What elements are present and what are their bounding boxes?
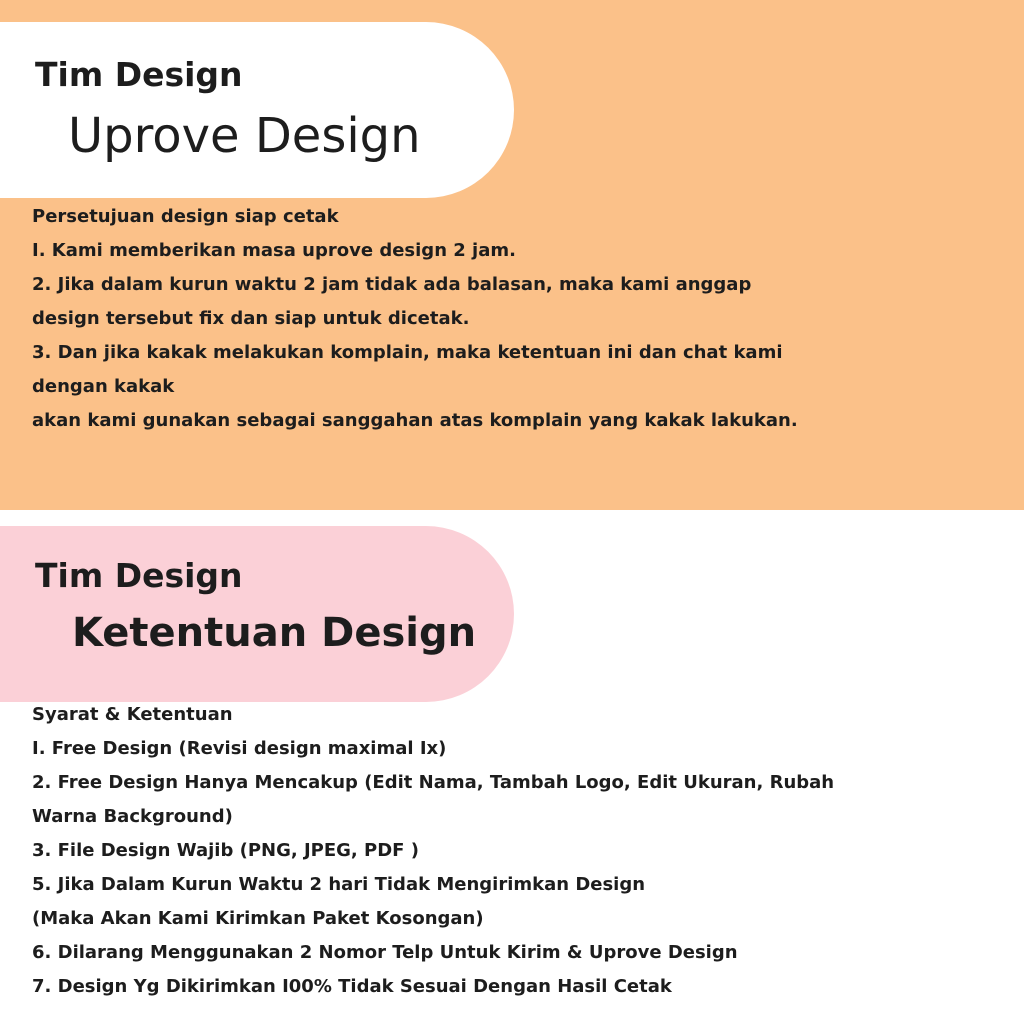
uprove-terms-line: akan kami gunakan sebagai sanggahan atas komplain yang kakak lakukan. <box>32 410 798 431</box>
ketentuan-terms-heading: Syarat & Ketentuan <box>32 704 233 725</box>
uprove-section-title: Uprove Design <box>68 108 421 164</box>
uprove-terms-list <box>32 200 798 438</box>
uprove-terms-line: I. Kami memberikan masa uprove design 2 jam. <box>32 240 516 261</box>
ketentuan-section-kicker: Tim Design <box>35 556 243 595</box>
ketentuan-terms-line: Warna Background) <box>32 806 233 827</box>
ketentuan-terms-line: 7. Design Yg Dikirimkan I00% Tidak Sesuai Dengan Hasil Cetak <box>32 976 672 997</box>
ketentuan-terms-line: I. Free Design (Revisi design maximal Ix) <box>32 738 447 759</box>
uprove-terms-heading: Persetujuan design siap cetak <box>32 206 339 227</box>
ketentuan-section-title: Ketentuan Design <box>72 610 477 656</box>
uprove-terms-line: design tersebut fix dan siap untuk dicetak. <box>32 308 470 329</box>
ketentuan-terms-line: (Maka Akan Kami Kirimkan Paket Kosongan) <box>32 908 484 929</box>
ketentuan-terms-line: 6. Dilarang Menggunakan 2 Nomor Telp Untuk Kirim & Uprove Design <box>32 942 738 963</box>
ketentuan-terms-line: 2. Free Design Hanya Mencakup (Edit Nama, Tambah Logo, Edit Ukuran, Rubah <box>32 772 835 793</box>
ketentuan-terms-list <box>32 698 834 1004</box>
uprove-section-kicker: Tim Design <box>35 55 243 94</box>
uprove-terms-line: 2. Jika dalam kurun waktu 2 jam tidak ada balasan, maka kami anggap <box>32 274 752 295</box>
ketentuan-terms-line: 3. File Design Wajib (PNG, JPEG, PDF ) <box>32 840 419 861</box>
ketentuan-terms-line: 5. Jika Dalam Kurun Waktu 2 hari Tidak Mengirimkan Design <box>32 874 646 895</box>
uprove-terms-line: 3. Dan jika kakak melakukan komplain, maka ketentuan ini dan chat kami <box>32 342 783 363</box>
uprove-terms-line: dengan kakak <box>32 376 175 397</box>
